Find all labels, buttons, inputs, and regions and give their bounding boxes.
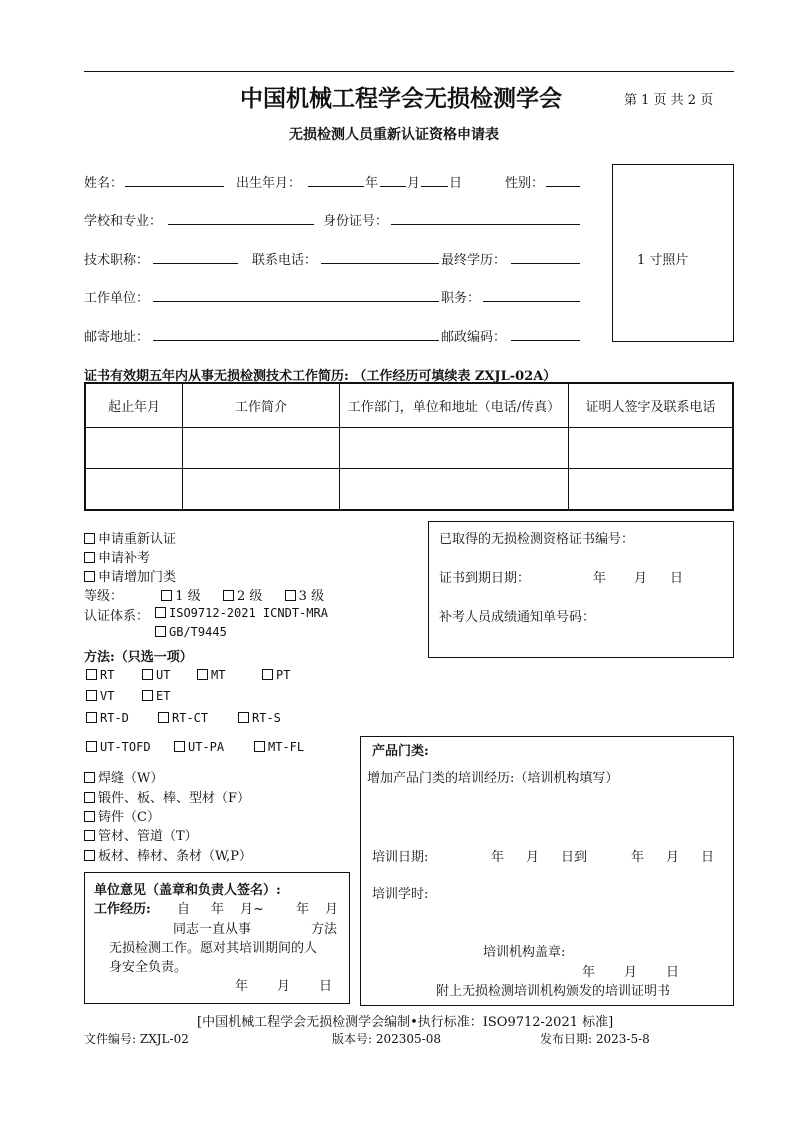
work-history-table	[84, 382, 734, 511]
address-label: 邮寄地址：	[84, 330, 150, 345]
method-pt[interactable]: PT	[262, 668, 290, 682]
exp-from: 自	[177, 902, 191, 917]
training-to-year: 年	[631, 850, 645, 865]
title-field[interactable]	[153, 263, 238, 264]
checkbox-icon[interactable]	[84, 830, 95, 841]
apply-retest[interactable]: 申请补考	[84, 547, 150, 566]
checkbox-icon[interactable]	[142, 690, 153, 701]
seal-day: 日	[666, 965, 680, 980]
seal-month: 月	[624, 965, 638, 980]
attach-note: 附上无损检测培训机构颁发的培训证明书	[436, 984, 671, 999]
method-rt[interactable]: RT	[86, 668, 114, 682]
product-heading: 产品门类:	[372, 744, 429, 759]
method-et[interactable]: ET	[142, 689, 170, 703]
checkbox-icon[interactable]	[174, 741, 185, 752]
page-number: 第 1 页 共 2 页	[624, 93, 714, 108]
method-rt-d[interactable]: RT-D	[86, 711, 129, 725]
footer-version: 版本号: 202305-08	[332, 1032, 441, 1046]
footer-doc-no: 文件编号: ZXJL-02	[84, 1032, 189, 1046]
method-ut-tofd[interactable]: UT-TOFD	[86, 740, 151, 754]
training-from-year: 年	[491, 850, 505, 865]
checkbox-icon[interactable]	[84, 772, 95, 783]
checkbox-icon[interactable]	[155, 607, 166, 618]
apply-add-category[interactable]: 申请增加门类	[84, 566, 176, 585]
opinion-day: 日	[319, 979, 333, 994]
cert-no-label: 已取得的无损检测资格证书编号：	[439, 532, 635, 547]
checkbox-icon[interactable]	[238, 712, 249, 723]
method-rt-ct[interactable]: RT-CT	[158, 711, 208, 725]
exp-line2b: 方法	[311, 922, 338, 937]
name-label: 姓名：	[84, 176, 124, 191]
checkbox-icon[interactable]	[86, 669, 97, 680]
col-witness: 证明人签字及联系电话	[569, 383, 734, 428]
cert-system-iso[interactable]: ISO9712-2021 ICNDT-MRA	[155, 606, 328, 620]
footer-release: 发布日期: 2023-5-8	[540, 1032, 650, 1046]
level-2: 2 级	[236, 589, 263, 604]
checkbox-icon[interactable]	[84, 533, 95, 544]
training-history-label: 增加产品门类的培训经历:（培训机构填写）	[367, 771, 619, 786]
address-field[interactable]	[153, 340, 439, 341]
work-unit-label: 工作单位：	[84, 291, 150, 306]
birth-month-unit: 月	[407, 176, 421, 191]
birth-year-unit: 年	[365, 176, 379, 191]
id-field[interactable]	[391, 224, 580, 225]
checkbox-icon[interactable]	[86, 712, 97, 723]
birth-label: 出生年月：	[236, 176, 302, 191]
birth-day-field[interactable]	[421, 186, 448, 187]
checkbox-icon[interactable]	[158, 712, 169, 723]
opinion-month: 月	[277, 979, 291, 994]
method-mt[interactable]: MT	[197, 668, 225, 682]
title-label: 技术职称：	[84, 253, 150, 268]
product-plate[interactable]: 板材、棒材、条材（W,P）	[84, 845, 252, 864]
checkbox-icon[interactable]	[86, 741, 97, 752]
product-forging[interactable]: 锻件、板、棒、型材（F）	[84, 787, 250, 806]
cert-system-gb[interactable]: GB/T9445	[155, 625, 227, 639]
checkbox-icon[interactable]	[161, 590, 172, 601]
training-to-day: 日	[701, 850, 715, 865]
birth-year-field[interactable]	[308, 186, 364, 187]
cert-system-label: 认证体系：	[84, 609, 150, 624]
training-from-day: 日到	[561, 850, 588, 865]
product-casting[interactable]: 铸件（C）	[84, 806, 160, 825]
level-row: 等级： 1 级 2 级 3 级	[84, 589, 325, 604]
retest-label: 补考人员成绩通知单号码：	[439, 610, 596, 625]
postcode-label: 邮政编码：	[441, 330, 507, 345]
work-unit-field[interactable]	[153, 301, 439, 302]
checkbox-icon[interactable]	[262, 669, 273, 680]
birth-day-unit: 日	[449, 176, 463, 191]
position-label: 职务：	[441, 291, 481, 306]
expiry-day: 日	[670, 571, 684, 586]
checkbox-icon[interactable]	[84, 850, 95, 861]
position-field[interactable]	[483, 301, 580, 302]
col-period: 起止年月	[85, 383, 183, 428]
expiry-year: 年	[593, 571, 607, 586]
edu-label: 最终学历：	[441, 253, 507, 268]
expiry-label: 证书到期日期：	[439, 571, 531, 586]
product-pipe[interactable]: 管材、管道（T）	[84, 825, 198, 844]
org-title: 中国机械工程学会无损检测学会	[240, 85, 562, 112]
photo-label: 1 寸照片	[637, 253, 689, 268]
edu-field[interactable]	[511, 263, 580, 264]
checkbox-icon[interactable]	[155, 626, 166, 637]
method-vt[interactable]: VT	[86, 689, 114, 703]
col-department: 工作部门，单位和地址（电话/传真）	[340, 383, 569, 428]
level-1: 1 级	[175, 589, 201, 604]
phone-label: 联系电话：	[252, 253, 318, 268]
exp-month-to: 月~	[240, 902, 264, 917]
name-field[interactable]	[125, 186, 224, 187]
checkbox-icon[interactable]	[84, 571, 95, 582]
form-title: 无损检测人员重新认证资格申请表	[289, 127, 499, 143]
header-rule	[84, 71, 734, 72]
product-weld[interactable]: 焊缝（W）	[84, 767, 163, 786]
work-history-heading: 证书有效期五年内从事无损检测技术工作简历: （工作经历可填续表 ZXJL-02A）	[84, 369, 557, 384]
method-mt-fl[interactable]: MT-FL	[254, 740, 304, 754]
checkbox-icon[interactable]	[86, 690, 97, 701]
checkbox-icon[interactable]	[142, 669, 153, 680]
seal-label: 培训机构盖章:	[483, 945, 566, 960]
col-summary: 工作简介	[183, 383, 340, 428]
opinion-year: 年	[235, 979, 249, 994]
exp-line4: 身安全负责。	[109, 960, 188, 975]
gender-label: 性别：	[505, 176, 545, 191]
work-exp-label: 工作经历:	[94, 902, 151, 917]
footer-note: [中国机械工程学会无损检测学会编制•执行标准：ISO9712-2021 标准]	[197, 1015, 614, 1030]
school-field[interactable]	[168, 224, 314, 225]
checkbox-icon[interactable]	[254, 741, 265, 752]
checkbox-icon[interactable]	[84, 811, 95, 822]
exp-month2: 月	[325, 902, 339, 917]
phone-field[interactable]	[321, 263, 439, 264]
expiry-month: 月	[634, 571, 648, 586]
unit-opinion-heading: 单位意见（盖章和负责人签名）:	[94, 883, 281, 898]
training-date-label: 培训日期:	[372, 850, 429, 865]
checkbox-icon[interactable]	[197, 669, 208, 680]
table-row[interactable]	[85, 469, 733, 511]
level-3: 3 级	[298, 589, 325, 604]
method-rt-s[interactable]: RT-S	[238, 711, 281, 725]
checkbox-icon[interactable]	[84, 552, 95, 563]
methods-heading: 方法:（只选一项）	[84, 650, 193, 665]
birth-month-field[interactable]	[380, 186, 406, 187]
exp-year2: 年	[296, 902, 310, 917]
checkbox-icon[interactable]	[223, 590, 234, 601]
id-label: 身份证号：	[323, 214, 389, 229]
exp-line3: 无损检测工作。愿对其培训期间的人	[109, 941, 318, 956]
method-ut-pa[interactable]: UT-PA	[174, 740, 224, 754]
gender-field[interactable]	[546, 186, 580, 187]
checkbox-icon[interactable]	[285, 590, 296, 601]
apply-recert[interactable]: 申请重新认证	[84, 528, 176, 547]
checkbox-icon[interactable]	[84, 792, 95, 803]
training-to-month: 月	[666, 850, 680, 865]
exp-year: 年	[211, 902, 225, 917]
table-row[interactable]	[85, 428, 733, 469]
training-from-month: 月	[526, 850, 540, 865]
seal-year: 年	[582, 965, 596, 980]
exp-line2a: 同志一直从事	[173, 922, 252, 937]
method-ut[interactable]: UT	[142, 668, 170, 682]
training-hours-label: 培训学时:	[372, 887, 429, 902]
school-label: 学校和专业：	[84, 214, 163, 229]
postcode-field[interactable]	[511, 340, 580, 341]
